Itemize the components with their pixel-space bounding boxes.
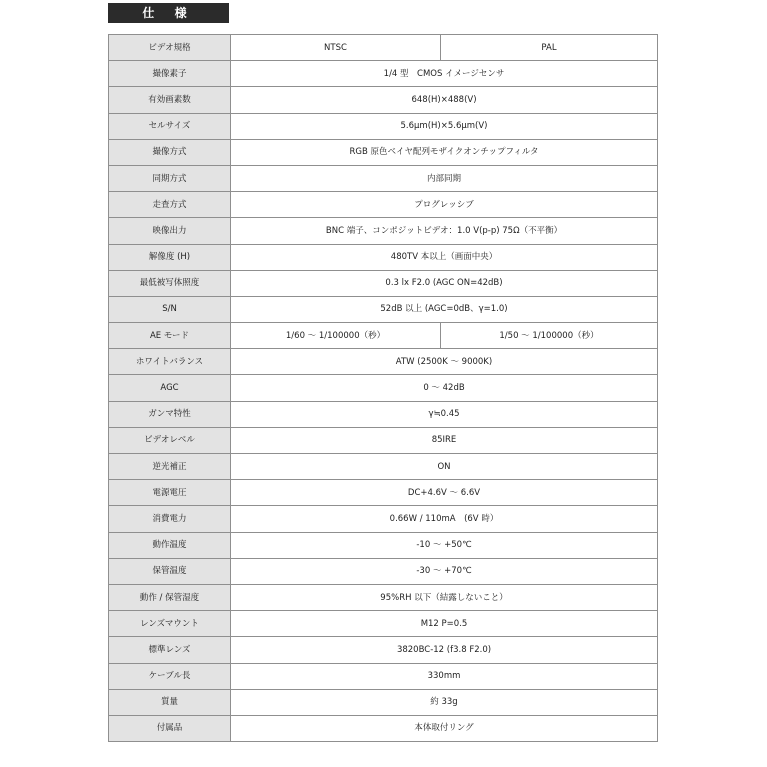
spec-value: -30 ～ +70℃ — [231, 558, 658, 584]
spec-table — [108, 34, 658, 742]
table-row — [109, 454, 658, 480]
spec-label: ケーブル長 — [109, 663, 231, 689]
table-row — [109, 663, 658, 689]
spec-value: 0.3 lx F2.0 (AGC ON=42dB) — [231, 270, 658, 296]
table-row — [109, 637, 658, 663]
spec-label: 同期方式 — [109, 165, 231, 191]
spec-value: 95%RH 以下（結露しないこと） — [231, 584, 658, 610]
table-row — [109, 165, 658, 191]
spec-label: S/N — [109, 296, 231, 322]
spec-value: 0 ～ 42dB — [231, 375, 658, 401]
spec-label: 走査方式 — [109, 192, 231, 218]
table-row — [109, 715, 658, 741]
spec-value: 5.6μm(H)×5.6μm(V) — [231, 113, 658, 139]
table-row — [109, 296, 658, 322]
table-row — [109, 113, 658, 139]
spec-label: ビデオ規格 — [109, 35, 231, 61]
spec-label: 解像度 (H) — [109, 244, 231, 270]
table-row — [109, 506, 658, 532]
spec-value: 1/4 型 CMOS イメージセンサ — [231, 61, 658, 87]
table-row — [109, 375, 658, 401]
table-row — [109, 401, 658, 427]
table-row — [109, 87, 658, 113]
table-row — [109, 558, 658, 584]
spec-value: ON — [231, 454, 658, 480]
spec-label: レンズマウント — [109, 611, 231, 637]
spec-label: 動作温度 — [109, 532, 231, 558]
spec-value: -10 ～ +50℃ — [231, 532, 658, 558]
spec-label: 電源電圧 — [109, 480, 231, 506]
spec-value: 内部同期 — [231, 165, 658, 191]
spec-label: 映像出力 — [109, 218, 231, 244]
spec-value: γ≒0.45 — [231, 401, 658, 427]
spec-label: AGC — [109, 375, 231, 401]
spec-label: ホワイトバランス — [109, 349, 231, 375]
spec-value: 0.66W / 110mA (6V 時） — [231, 506, 658, 532]
spec-value-ntsc: 1/60 ～ 1/100000（秒） — [231, 323, 441, 349]
spec-value-pal: PAL — [441, 35, 658, 61]
table-row — [109, 218, 658, 244]
spec-value: 480TV 本以上（画面中央） — [231, 244, 658, 270]
spec-label: 撮像方式 — [109, 139, 231, 165]
spec-label: AE モード — [109, 323, 231, 349]
spec-value: 約 33g — [231, 689, 658, 715]
table-row — [109, 480, 658, 506]
spec-value: RGB 原色ベイヤ配列モザイクオンチップフィルタ — [231, 139, 658, 165]
spec-label: 消費電力 — [109, 506, 231, 532]
spec-label: 逆光補正 — [109, 454, 231, 480]
table-row — [109, 244, 658, 270]
spec-value: ATW (2500K ～ 9000K) — [231, 349, 658, 375]
spec-label: セルサイズ — [109, 113, 231, 139]
spec-value-ntsc: NTSC — [231, 35, 441, 61]
spec-value-pal: 1/50 ～ 1/100000（秒） — [441, 323, 658, 349]
spec-value: DC+4.6V ～ 6.6V — [231, 480, 658, 506]
spec-value: BNC 端子、コンポジットビデオ：1.0 V(p-p) 75Ω（不平衡） — [231, 218, 658, 244]
spec-label: 標準レンズ — [109, 637, 231, 663]
table-row — [109, 349, 658, 375]
table-row — [109, 532, 658, 558]
table-row — [109, 139, 658, 165]
spec-value: 85IRE — [231, 427, 658, 453]
spec-label: 保管温度 — [109, 558, 231, 584]
spec-value: 本体取付リング — [231, 715, 658, 741]
table-row — [109, 611, 658, 637]
spec-label: 動作 / 保管湿度 — [109, 584, 231, 610]
table-row — [109, 35, 658, 61]
spec-label: 最低被写体照度 — [109, 270, 231, 296]
table-row — [109, 427, 658, 453]
table-row — [109, 689, 658, 715]
table-row — [109, 584, 658, 610]
spec-label: 撮像素子 — [109, 61, 231, 87]
spec-value: 52dB 以上 (AGC=0dB、γ=1.0) — [231, 296, 658, 322]
table-row — [109, 192, 658, 218]
spec-value: M12 P=0.5 — [231, 611, 658, 637]
table-row — [109, 61, 658, 87]
spec-value: 330mm — [231, 663, 658, 689]
section-title: 仕 様 — [108, 3, 229, 23]
table-row — [109, 323, 658, 349]
table-row — [109, 270, 658, 296]
spec-value: 648(H)×488(V) — [231, 87, 658, 113]
spec-label: 質量 — [109, 689, 231, 715]
spec-label: ガンマ特性 — [109, 401, 231, 427]
spec-label: ビデオレベル — [109, 427, 231, 453]
spec-value: 3820BC-12 (f3.8 F2.0) — [231, 637, 658, 663]
spec-label: 付属品 — [109, 715, 231, 741]
spec-label: 有効画素数 — [109, 87, 231, 113]
spec-value: プログレッシブ — [231, 192, 658, 218]
